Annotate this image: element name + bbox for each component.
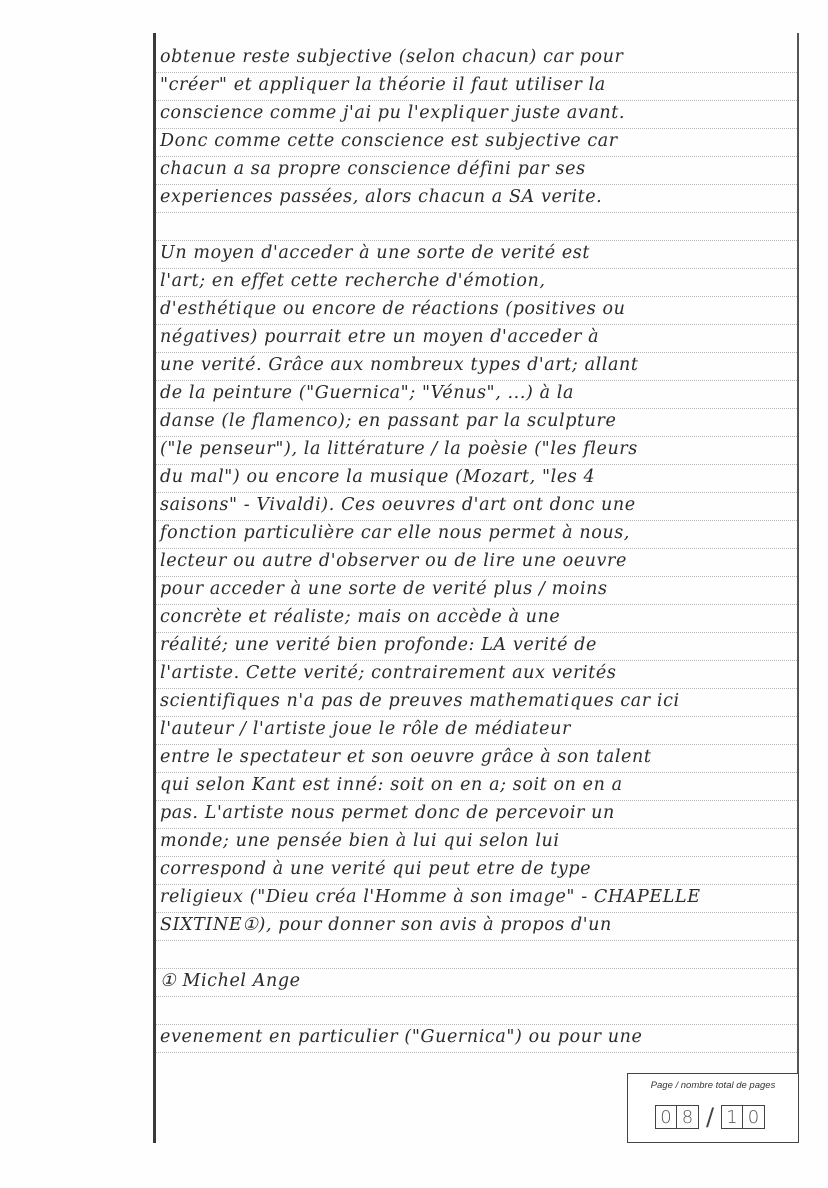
text-line: entre le spectateur et son oeuvre grâce à son talent bbox=[160, 747, 652, 767]
text-line: négatives) pourrait etre un moyen d'acceder à bbox=[160, 327, 600, 347]
ruled-line bbox=[156, 492, 797, 493]
text-line: de la peinture ("Guernica"; "Vénus", ...) à la bbox=[160, 383, 575, 403]
page-counter-box bbox=[627, 1073, 799, 1143]
current-page-digit-2: 8 bbox=[677, 1105, 699, 1129]
ruled-line bbox=[156, 380, 797, 381]
text-line: obtenue reste subjective (selon chacun) car pour bbox=[160, 47, 624, 67]
right-border-line bbox=[797, 33, 799, 1075]
page-counter-label: Page / nombre total de pages bbox=[650, 1080, 776, 1091]
text-line: réalité; une verité bien profonde: LA verité de bbox=[160, 635, 597, 655]
text-line: pas. L'artiste nous permet donc de percevoir un bbox=[160, 803, 615, 823]
text-line: lecteur ou autre d'observer ou de lire une oeuvre bbox=[160, 551, 627, 571]
ruled-line bbox=[156, 604, 797, 605]
ruled-line bbox=[156, 828, 797, 829]
ruled-line bbox=[156, 296, 797, 297]
ruled-line bbox=[156, 576, 797, 577]
text-line: danse (le flamenco); en passant par la sculpture bbox=[160, 411, 617, 431]
text-line: l'artiste. Cette verité; contrairement aux verités bbox=[160, 663, 617, 683]
total-pages-digit-1: 1 bbox=[721, 1105, 743, 1129]
text-line: correspond à une verité qui peut etre de type bbox=[160, 859, 592, 879]
text-line: ("le penseur"), la littérature / la poèsie ("les fleurs bbox=[160, 439, 638, 459]
ruled-line bbox=[156, 268, 797, 269]
total-pages-digit-2: 0 bbox=[743, 1105, 765, 1129]
text-line: monde; une pensée bien à lui qui selon lui bbox=[160, 831, 560, 851]
ruled-line bbox=[156, 548, 797, 549]
text-line: l'auteur / l'artiste joue le rôle de médiateur bbox=[160, 719, 571, 739]
ruled-line bbox=[156, 1052, 797, 1053]
page-counter-digits bbox=[655, 1103, 765, 1131]
text-line: concrète et réaliste; mais on accède à une bbox=[160, 607, 561, 627]
ruled-line bbox=[156, 800, 797, 801]
ruled-line bbox=[156, 744, 797, 745]
text-line: scientifiques n'a pas de preuves mathematiques car ici bbox=[160, 691, 680, 711]
current-page-digit-1: 0 bbox=[655, 1105, 677, 1129]
text-line: pour acceder à une sorte de verité plus / moins bbox=[160, 579, 608, 599]
text-line: SIXTINE①), pour donner son avis à propos d'un bbox=[160, 915, 612, 935]
ruled-line bbox=[156, 128, 797, 129]
ruled-line bbox=[156, 856, 797, 857]
text-line: Un moyen d'acceder à une sorte de verité est bbox=[160, 243, 591, 263]
ruled-line bbox=[156, 632, 797, 633]
left-margin-line bbox=[153, 33, 156, 1143]
text-line: evenement en particulier ("Guernica") ou pour une bbox=[160, 1027, 643, 1047]
footnote-line: ① Michel Ange bbox=[160, 971, 301, 991]
text-line: l'art; en effet cette recherche d'émotion, bbox=[160, 271, 546, 291]
ruled-line bbox=[156, 156, 797, 157]
text-line: qui selon Kant est inné: soit on en a; soit on en a bbox=[160, 775, 623, 795]
ruled-line bbox=[156, 184, 797, 185]
ruled-line bbox=[156, 940, 797, 941]
text-line: fonction particulière car elle nous permet à nous, bbox=[160, 523, 630, 543]
text-line: d'esthétique ou encore de réactions (positives ou bbox=[160, 299, 626, 319]
text-line: chacun a sa propre conscience défini par ses bbox=[160, 159, 586, 179]
ruled-line bbox=[156, 324, 797, 325]
text-line: une verité. Grâce aux nombreux types d'art; allant bbox=[160, 355, 639, 375]
text-line: du mal") ou encore la musique (Mozart, "les 4 bbox=[160, 467, 596, 487]
ruled-line bbox=[156, 660, 797, 661]
ruled-line bbox=[156, 884, 797, 885]
ruled-line bbox=[156, 464, 797, 465]
text-line: Donc comme cette conscience est subjective car bbox=[160, 131, 618, 151]
ruled-line bbox=[156, 1024, 797, 1025]
text-line: experiences passées, alors chacun a SA verite. bbox=[160, 187, 603, 207]
ruled-line bbox=[156, 716, 797, 717]
ruled-line bbox=[156, 352, 797, 353]
ruled-line bbox=[156, 688, 797, 689]
page-separator: / bbox=[705, 1103, 715, 1131]
ruled-line bbox=[156, 240, 797, 241]
text-line: saisons" - Vivaldi). Ces oeuvres d'art ont donc une bbox=[160, 495, 636, 515]
text-line: conscience comme j'ai pu l'expliquer juste avant. bbox=[160, 103, 626, 123]
ruled-line bbox=[156, 436, 797, 437]
text-line: "créer" et appliquer la théorie il faut utiliser la bbox=[160, 75, 606, 95]
ruled-line bbox=[156, 772, 797, 773]
ruled-line bbox=[156, 408, 797, 409]
ruled-line bbox=[156, 100, 797, 101]
ruled-line bbox=[156, 996, 797, 997]
text-line: religieux ("Dieu créa l'Homme à son image" - CHAPELLE bbox=[160, 887, 701, 907]
ruled-line bbox=[156, 72, 797, 73]
ruled-line bbox=[156, 520, 797, 521]
ruled-line bbox=[156, 912, 797, 913]
ruled-line bbox=[156, 968, 797, 969]
ruled-line bbox=[156, 212, 797, 213]
